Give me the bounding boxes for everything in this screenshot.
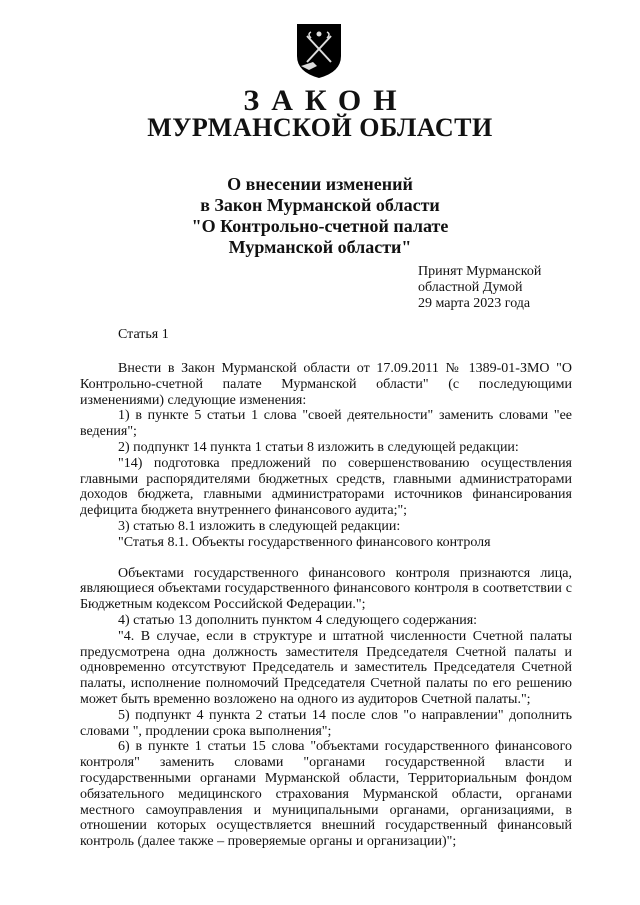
paragraph: 6) в пункте 1 статьи 15 слова "объектами государственного финансового контроля" заменить словами "органами государственной власти и государственными органами Мурманской области, Территориальным фондом обязательного медицинского страхования Мурманской области, органами местного самоуправления и муниципальными органами, организациями, в отношении которых осуществляется внешний государственный финансовый контроль (далее также – проверяемые органы и организации)"; bbox=[80, 739, 572, 850]
coat-of-arms-icon bbox=[295, 22, 343, 80]
paragraph: 4) статью 13 дополнить пунктом 4 следующего содержания: bbox=[118, 612, 478, 628]
adoption-note bbox=[418, 264, 541, 312]
adoption-line: областной Думой bbox=[418, 280, 523, 295]
paragraph: 1) в пункте 5 статьи 1 слова "своей деятельности" заменить словами "ее ведения"; bbox=[80, 408, 572, 440]
paragraph: "14) подготовка предложений по совершенствованию осуществления главными распорядителями бюджетных средств, главными администраторами доходов бюджета, главными администраторами источников финансирования дефицита бюджета внутреннего финансового аудита;"; bbox=[80, 455, 572, 519]
law-subject-line: "О Контрольно-счетной палате bbox=[191, 216, 449, 236]
law-subject bbox=[0, 174, 640, 258]
paragraph: 5) подпункт 4 пункта 2 статьи 14 после слов "о направлении" дополнить словами ", продлении срока выполнения"; bbox=[80, 707, 572, 739]
paragraph: 3) статью 8.1 изложить в следующей редакции: bbox=[118, 518, 401, 534]
law-subject-line: Мурманской области" bbox=[228, 237, 412, 257]
paragraph: Внести в Закон Мурманской области от 17.09.2011 № 1389-01-ЗМО "О Контрольно-счетной палате Мурманской области" (с последующими изменениями) следующие изменения: bbox=[80, 361, 572, 408]
paragraph: Объектами государственного финансового контроля признаются лица, являющиеся объектами государственного финансового контроля в соответствии с Бюджетным кодексом Российской Федерации."; bbox=[80, 565, 572, 613]
paragraph: "Статья 8.1. Объекты государственного финансового контроля bbox=[118, 534, 491, 550]
adoption-date: 29 марта 2023 года bbox=[418, 296, 531, 311]
law-subject-line: О внесении изменений bbox=[227, 174, 413, 194]
document-region: МУРМАНСКОЙ ОБЛАСТИ bbox=[147, 113, 493, 142]
paragraph: "4. В случае, если в структуре и штатной численности Счетной палаты предусмотрена одна должность заместителя Председателя Счетной палаты и одновременно отсутствуют Председатель и заместитель Председателя Счетной палаты, исполнение полномочий Председателя Счетной палаты по его решению может быть временно возложено на одного из аудиторов Счетной палаты."; bbox=[80, 628, 572, 707]
paragraph: 2) подпункт 14 пункта 1 статьи 8 изложить в следующей редакции: bbox=[118, 439, 519, 455]
law-subject-line: в Закон Мурманской области bbox=[200, 195, 440, 215]
document-title: ЗАКОН bbox=[243, 84, 409, 117]
adoption-line: Принят Мурманской bbox=[418, 264, 542, 279]
article-body bbox=[80, 361, 572, 850]
article-heading: Статья 1 bbox=[118, 327, 169, 342]
